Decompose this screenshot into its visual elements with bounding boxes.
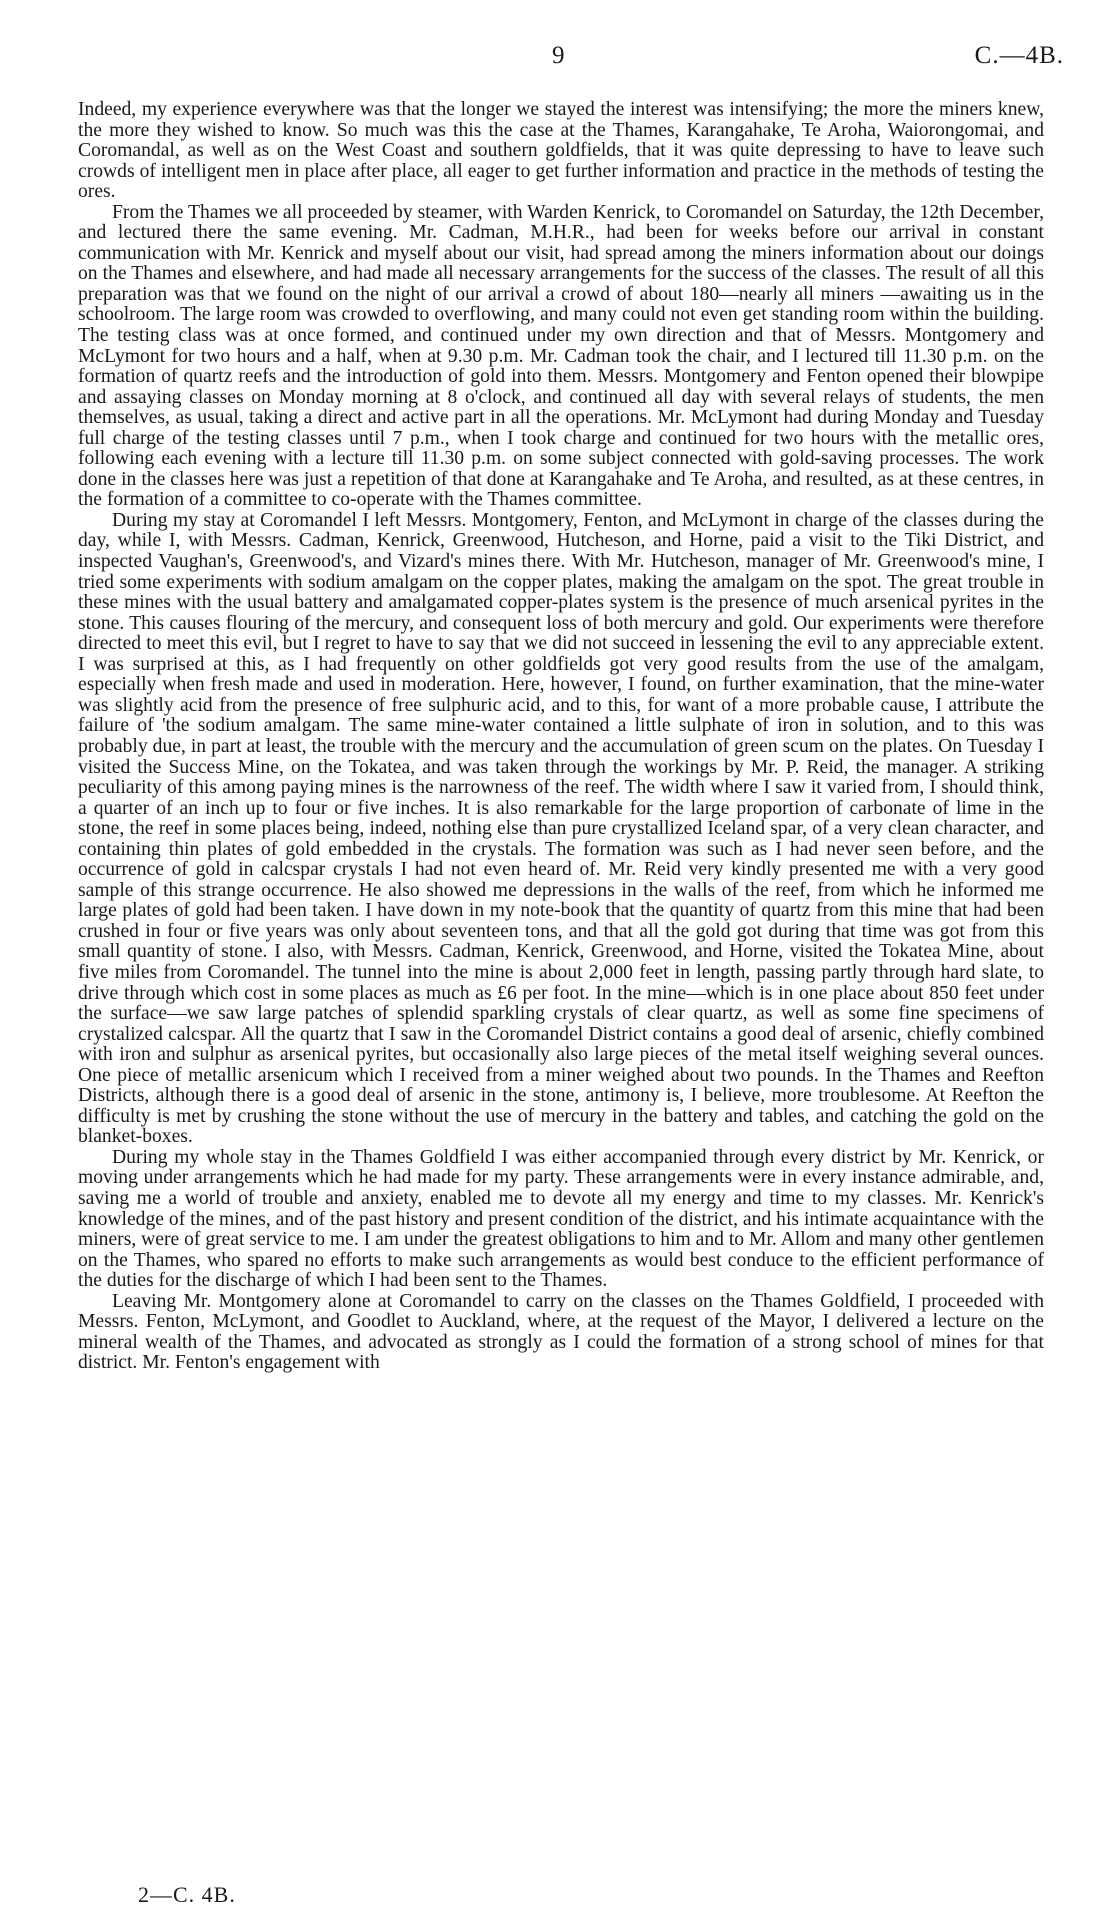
paragraph: From the Thames we all proceeded by steamer, with Warden Kenrick, to Coromandel on Saturday, the 12th December, and lectured there the same evening. Mr. Cadman, M.H.R., had been for weeks before our arrival in constant communication with Mr. Kenrick and myself about our visit, had spread among the miners information about our doings on the Thames and elsewhere, and had made all necessary arrangements for the success of the classes. The result of all this preparation was that we found on the night of our arrival a crowd of about 180—nearly all miners —awaiting us in the schoolroom. The large room was crowded to overflowing, and many could not even get standing room within the building. The testing class was at once formed, and continued under my own direction and that of Messrs. Montgomery and McLymont for two hours and a half, when at 9.30 p.m. Mr. Cadman took the chair, and I lectured till 11.30 p.m. on the formation of quartz reefs and the introduction of gold into them. Messrs. Montgomery and Fenton opened their blowpipe and assaying classes on Monday morning at 8 o'clock, and continued all day with several relays of students, the men themselves, as usual, taking a direct and active part in all the operations. Mr. McLymont had during Monday and Tuesday full charge of the testing classes until 7 p.m., when I took charge and continued for two hours with the metallic ores, following each evening with a lecture till 11.30 p.m. on some subject connected with gold-saving processes. The work done in the classes here was just a repetition of that done at Karangahake and Te Aroha, and resulted, as at these centres, in the formation of a committee to co-operate with the Thames committee. [78,201,1044,511]
page-number: 9 [552,42,565,69]
page-header [0,42,1114,78]
body-text [78,100,1044,1374]
paragraph: During my stay at Coromandel I left Messrs. Montgomery, Fenton, and McLymont in charge of the classes during the day, while I, with Messrs. Cadman, Kenrick, Greenwood, Hutcheson, and Horne, paid a visit to the Tiki District, and inspected Vaughan's, Greenwood's, and Vizard's mines there. With Mr. Hutcheson, manager of Mr. Greenwood's mine, I tried some experiments with sodium amalgam on the copper plates, making the amalgam on the spot. The great trouble in these mines with the usual battery and amalgamated copper-plates system is the presence of much arsenical pyrites in the stone. This causes flouring of the mercury, and consequent loss of both mercury and gold. Our experiments were therefore directed to meet this evil, but I regret to have to say that we did not succeed in lessening the evil to any appreciable extent. I was surprised at this, as I had frequently on other goldfields got very good results from the use of the amalgam, especially when fresh made and used in moderation. Here, however, I found, on further examination, that the mine-water was slightly acid from the presence of free sulphuric acid, and to this, for want of a more probable cause, I attribute the failure of 'the sodium amalgam. The same mine-water contained a little sulphate of iron in solution, and to this was probably due, in part at least, the trouble with the mercury and the accumulation of green scum on the plates. On Tuesday I visited the Success Mine, on the Tokatea, and was taken through the workings by Mr. P. Reid, the manager. A striking peculiarity of this among paying mines is the narrowness of the reef. The width where I saw it varied from, I should think, a quarter of an inch up to four or five inches. It is also remarkable for the large proportion of carbonate of lime in the stone, the reef in some places being, indeed, nothing else than pure crystallized Iceland spar, of a very clean character, and containing thin plates of gold embedded in the crystals. The formation was such as I had never seen before, and the occurrence of gold in calcspar crystals I had not even heard of. Mr. Reid very kindly presented me with a very good sample of this strange occurrence. He also showed me depressions in the walls of the reef, from which he informed me large plates of gold had been taken. I have down in my note-book that the quantity of quartz from this mine that had been crushed in four or five years was only about seventeen tons, and that all the gold got during that time was got from this small quantity of stone. I also, with Messrs. Cadman, Kenrick, Greenwood, and Horne, visited the Tokatea Mine, about five miles from Coromandel. The tunnel into the mine is about 2,000 feet in length, passing partly through hard slate, to drive through which cost in some places as much as £6 per foot. In the mine—which is in one place about 850 feet under the surface—we saw large patches of splendid sparkling crystals of clear quartz, as well as some fine specimens of crystalized calcspar. All the quartz that I saw in the Coromandel District contains a good deal of arsenic, chiefly combined with iron and sulphur as arsenical pyrites, but occasionally also large pieces of the metal itself weighing several ounces. One piece of metallic arsenicum which I received from a miner weighed about two pounds. In the Thames and Reefton Districts, although there is a good deal of arsenic in the stone, antimony is, I believe, more troublesome. At Reefton the difficulty is met by crushing the stone without the use of mercury in the battery and tables, and catching the gold on the blanket-boxes. [78,509,1044,1148]
paragraph: Indeed, my experience everywhere was that the longer we stayed the interest was intensifying; the more the miners knew, the more they wished to know. So much was this the case at the Thames, Karangahake, Te Aroha, Waiorongomai, and Coromandal, as well as on the West Coast and southern goldfields, that it was quite depressing to have to leave such crowds of intelligent men in place after place, all eager to get further information and practice in the methods of testing the ores. [78,99,1044,203]
paragraph: During my whole stay in the Thames Goldfield I was either accompanied through every district by Mr. Kenrick, or moving under arrangements which he had made for my party. These arrangements were in every instance admirable, and, saving me a world of trouble and anxiety, enabled me to devote all my energy and time to my classes. Mr. Kenrick's knowledge of the mines, and of the past history and present condition of the district, and his intimate acquaintance with the miners, were of great service to me. I am under the greatest obligations to him and to Mr. Allom and many other gentlemen on the Thames, who spared no efforts to make such arrangements as would best conduce to the efficient performance of the duties for the discharge of which I had been sent to the Thames. [78,1146,1044,1292]
signature-mark: 2—C. 4B. [138,1882,236,1907]
document-code: C.—4B. [974,42,1064,69]
paragraph: Leaving Mr. Montgomery alone at Coromandel to carry on the classes on the Thames Goldfield, I proceeded with Messrs. Fenton, McLymont, and Goodlet to Auckland, where, at the request of the Mayor, I delivered a lecture on the mineral wealth of the Thames, and advocated as strongly as I could the formation of a strong school of mines for that district. Mr. Fenton's engagement with [78,1290,1044,1374]
